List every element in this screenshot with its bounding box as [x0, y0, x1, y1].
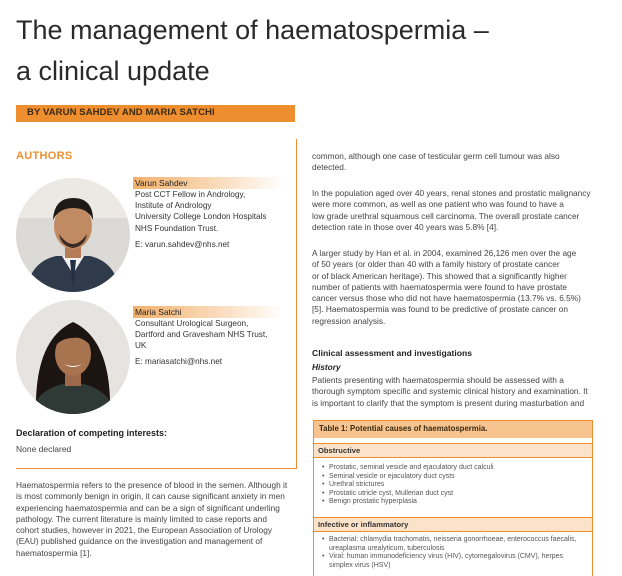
table-section-header: [314, 443, 592, 458]
author-affiliation-1: [135, 189, 295, 234]
author-name-2: Maria Satchi: [135, 307, 182, 317]
title-line-2: a clinical update: [16, 56, 210, 86]
text-line: regression analysis.: [312, 315, 386, 326]
text-line: Patients presenting with haematospermia should be assessed with a: [312, 375, 564, 385]
table-title-row: [314, 421, 592, 438]
author-name-bar-1: [133, 177, 283, 189]
subsection-heading: History: [312, 362, 341, 372]
author-affiliation-2: [135, 318, 295, 352]
text-line: were more common, as well as one patient who was found to have a: [312, 199, 564, 210]
table-section-title: Infective or inflammatory: [318, 520, 409, 529]
author-name-1: Varun Sahdev: [135, 178, 188, 188]
text-line: detected.: [312, 162, 347, 173]
affiliation-line: Consultant Urological Surgeon,: [135, 319, 249, 328]
table-list-obstructive: [322, 464, 588, 507]
list-item: • Prostatic, seminal vesicle and ejaculatory duct calculi: [322, 464, 588, 473]
text-line: experiencing haematospermia and can be a sign of significant underling: [16, 502, 280, 513]
author-email-1: E: varun.sahdev@nhs.net: [135, 240, 230, 249]
intro-paragraph: [16, 480, 294, 559]
affiliation-line: NHS Foundation Trust.: [135, 223, 219, 233]
text-line: cancer versus those who did not have haematospermia (13.7% vs. 6.5%): [312, 293, 581, 304]
affiliation-line: Post CCT Fellow in Andrology,: [135, 190, 246, 199]
avatar-maria-satchi: [16, 300, 130, 414]
section-heading: Clinical assessment and investigations: [312, 348, 472, 358]
avatar-varun-sahdev: [16, 178, 130, 292]
affiliation-line: University College London Hospitals: [135, 212, 267, 222]
author-name-bar-2: [133, 306, 283, 318]
paragraph-history: [312, 375, 594, 409]
text-line: or of black American heritage). This showed that a significantly higher: [312, 270, 567, 281]
list-item: • Urethral strictures: [322, 481, 588, 490]
table-section-title: Obstructive: [318, 446, 361, 455]
list-item: • Benign prostatic hyperplasia: [322, 498, 588, 507]
paragraph-han-study: [312, 248, 594, 327]
text-line: haematospermia [1].: [16, 547, 92, 558]
text-line: low grade urethral squamous cell carcinoma. The overall prostate cancer: [312, 210, 580, 221]
title-line-1: The management of haematospermia –: [16, 15, 489, 45]
causes-table: [313, 420, 593, 576]
text-line: [5]. Haematospermia was found to be predictive of prostate cancer on: [312, 304, 568, 315]
text-line: is most commonly benign in origin, it can cause significant anxiety in men: [16, 491, 285, 502]
text-line: thorough symptom specific and systemic clinical history and examination. It: [312, 386, 588, 397]
text-line: A larger study by Han et al. in 2004, examined 26,126 men over the age: [312, 248, 577, 258]
affiliation-line: UK: [135, 341, 147, 351]
list-item: • Viral: human immunodeficiency virus (HIV), cytomegalovirus (CMV), herpes simplex virus (HSV): [322, 553, 588, 570]
text-line: Haematospermia refers to the presence of blood in the semen. Although it: [16, 480, 288, 490]
paragraph-continued: [312, 151, 594, 174]
list-item: • Prostatic utricle cyst, Mullerian duct cyst: [322, 490, 588, 499]
affiliation-line: Dartford and Gravesham NHS Trust,: [135, 330, 268, 340]
text-line: pathology. The current literature is mainly limited to case reports and: [16, 513, 268, 524]
declaration-heading: Declaration of competing interests:: [16, 428, 168, 438]
text-line: detection rate in those over 40 years was 5.8% [4].: [312, 221, 499, 232]
text-line: common, although one case of testicular germ cell tumour was also: [312, 151, 560, 161]
text-line: cohort studies, however in 2021, the European Association of Urology: [16, 525, 272, 536]
list-item: • Seminal vesicle or ejaculatory duct cysts: [322, 473, 588, 482]
text-line: number of patients with haematospermia were found to have prostate: [312, 281, 568, 292]
table-list-infective: [322, 536, 588, 570]
table-section-header: [314, 517, 592, 532]
article-title: [16, 10, 576, 92]
declaration-text: None declared: [16, 444, 72, 454]
byline: BY VARUN SAHDEV AND MARIA SATCHI: [27, 107, 215, 118]
table-title: Table 1: Potential causes of haematospermia.: [319, 424, 488, 433]
affiliation-line: Institute of Andrology: [135, 201, 212, 211]
text-line: is important to clarify that the symptom is present during masturbation and: [312, 397, 585, 408]
list-item: • Bacterial: chlamydia trachomatis, neisseria gonorrhoeae, enterococcus faecalis, ureaplasma urealyticum, tuberculosis: [322, 536, 588, 553]
authors-heading: AUTHORS: [16, 150, 73, 162]
text-line: of 50 years (or older than 40 with a family history of prostate cancer: [312, 259, 560, 270]
author-email-2: E: mariasatchi@nhs.net: [135, 357, 223, 366]
paragraph-over-40: [312, 188, 594, 233]
text-line: (EAU) published guidance on the investigation and management of: [16, 536, 263, 547]
text-line: In the population aged over 40 years, renal stones and prostatic malignancy: [312, 188, 591, 198]
